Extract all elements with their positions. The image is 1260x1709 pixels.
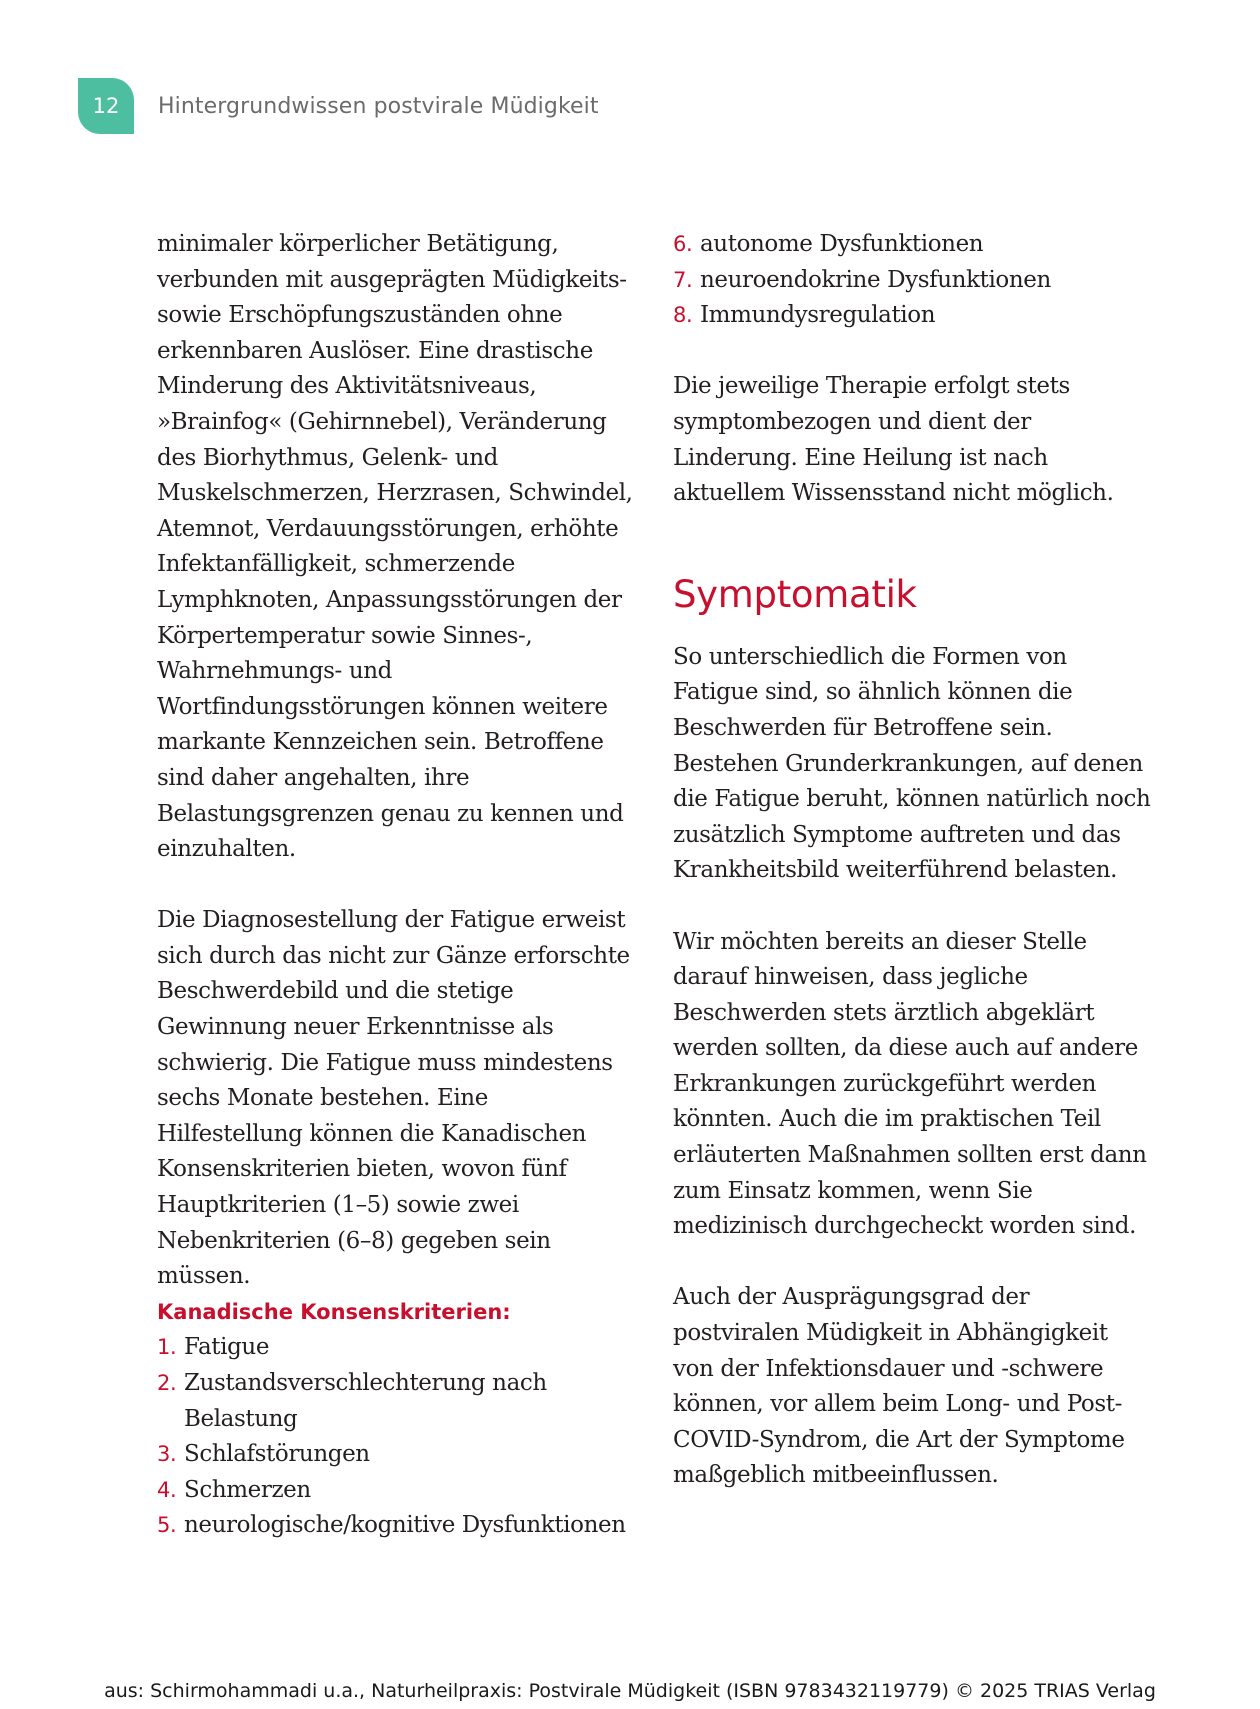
list-item-text: Zustandsverschlechterung nach Belastung <box>184 1370 547 1432</box>
list-item-number: 3. <box>157 1442 177 1467</box>
list-item-number: 6. <box>673 232 693 256</box>
body-paragraph-therapy: Die jeweilige Therapie erfolgt stets symptombezogen und dient der Linderung. Eine Heilung ist nach aktuellem Wissensstand nicht möglich. <box>673 373 1114 507</box>
body-paragraph-1: minimaler körperlicher Betätigung, verbunden mit ausgeprägten Müdigkeits- sowie Erschöpfungszuständen ohne erkennbaren Auslöser. Eine drastische Minderung des Aktivitätsniveaus, »Brainfog« (Gehirnnebel), Veränderung des Biorhythmus, Gelenk- und Muskelschmerzen, Herzrasen, Schwindel, Atemnot, Verdauungsstörungen, erhöhte Infektanfälligkeit, schmerzende Lymphknoten, Anpassungsstörungen der Körpertemperatur sowie Sinnes-, Wahrnehmungs- und Wortfindungsstörungen können weitere markante Kennzeichen sein. Betroffene sind daher angehalten, ihre Belastungsgrenzen genau zu kennen und einzuhalten. <box>157 231 633 863</box>
body-paragraph-severity: Auch der Ausprägungsgrad der postviralen Müdigkeit in Abhängigkeit von der Infektionsdauer und -schwere können, vor allem beim Long- und Post-COVID-Syndrom, die Art der Symptome maßgeblich mitbeeinflussen. <box>673 1284 1125 1489</box>
list-item <box>157 1437 637 1473</box>
list-item-text: neuroendokrine Dysfunktionen <box>700 266 1051 293</box>
footer-source: aus: Schirmohammadi u.a., Naturheilpraxis: Postvirale Müdigkeit (ISBN 9783432119779) © 2025 TRIAS Verlag <box>104 1680 1156 1702</box>
body-paragraph-diagnosis: Die Diagnosestellung der Fatigue erweist sich durch das nicht zur Gänze erforschte Beschwerdebild und die stetige Gewinnung neuer Erkenntnisse als schwierig. Die Fatigue muss mindestens sechs Monate bestehen. Eine Hilfestellung können die Kanadischen Konsenskriterien bieten, wovon fünf Hauptkriterien (1–5) sowie zwei Nebenkriterien (6–8) gegeben sein müssen. <box>157 907 630 1290</box>
list-item-number: 5. <box>157 1513 177 1538</box>
list-item-number: 2. <box>157 1371 177 1395</box>
list-item <box>673 298 1153 334</box>
right-column <box>673 227 1153 1494</box>
list-item-text: Immundysregulation <box>700 302 936 329</box>
list-item-text: autonome Dysfunktionen <box>700 231 984 257</box>
running-title: Hintergrundwissen postvirale Müdigkeit <box>158 93 599 119</box>
list-item <box>157 1508 637 1544</box>
left-column <box>157 227 637 1544</box>
section-heading-symptomatik: Symptomatik <box>673 572 917 616</box>
list-item <box>157 1473 637 1509</box>
list-item-text: Schlafstörungen <box>184 1441 370 1468</box>
page-header <box>78 78 599 134</box>
criteria-list-main <box>157 1330 637 1544</box>
page-number: 12 <box>92 94 120 118</box>
list-item <box>673 263 1153 299</box>
list-item-text: neurologische/kognitive Dysfunktionen <box>184 1512 626 1539</box>
criteria-list-heading: Kanadische Konsenskriterien: <box>157 1299 511 1324</box>
list-item-number: 4. <box>157 1477 177 1502</box>
list-item-text: Fatigue <box>184 1334 270 1361</box>
list-item <box>157 1366 637 1437</box>
page-number-tab <box>78 78 134 134</box>
list-item-number: 8. <box>673 303 693 328</box>
body-paragraph-symptoms: So unterschiedlich die Formen von Fatigue sind, so ähnlich können die Beschwerden für Betroffene sein. Bestehen Grunderkrankungen, auf denen die Fatigue beruht, können natürlich noch zusätzlich Symptome auftreten und das Krankheitsbild weiterführend belasten. <box>673 643 1151 884</box>
list-item <box>157 1330 637 1366</box>
list-item-number: 1. <box>157 1335 177 1360</box>
list-item <box>673 227 1153 263</box>
criteria-list-minor <box>673 227 1153 334</box>
body-paragraph-notice: Wir möchten bereits an dieser Stelle darauf hinweisen, dass jegliche Beschwerden stets ärztlich abgeklärt werden sollten, da diese auch auf andere Erkrankungen zurückgeführt werden könnten. Auch die im praktischen Teil erläuterten Maßnahmen sollten erst dann zum Einsatz kommen, wenn Sie medizinisch durchgecheckt worden sind. <box>673 928 1147 1240</box>
list-item-number: 7. <box>673 267 693 292</box>
list-item-text: Schmerzen <box>184 1476 311 1503</box>
